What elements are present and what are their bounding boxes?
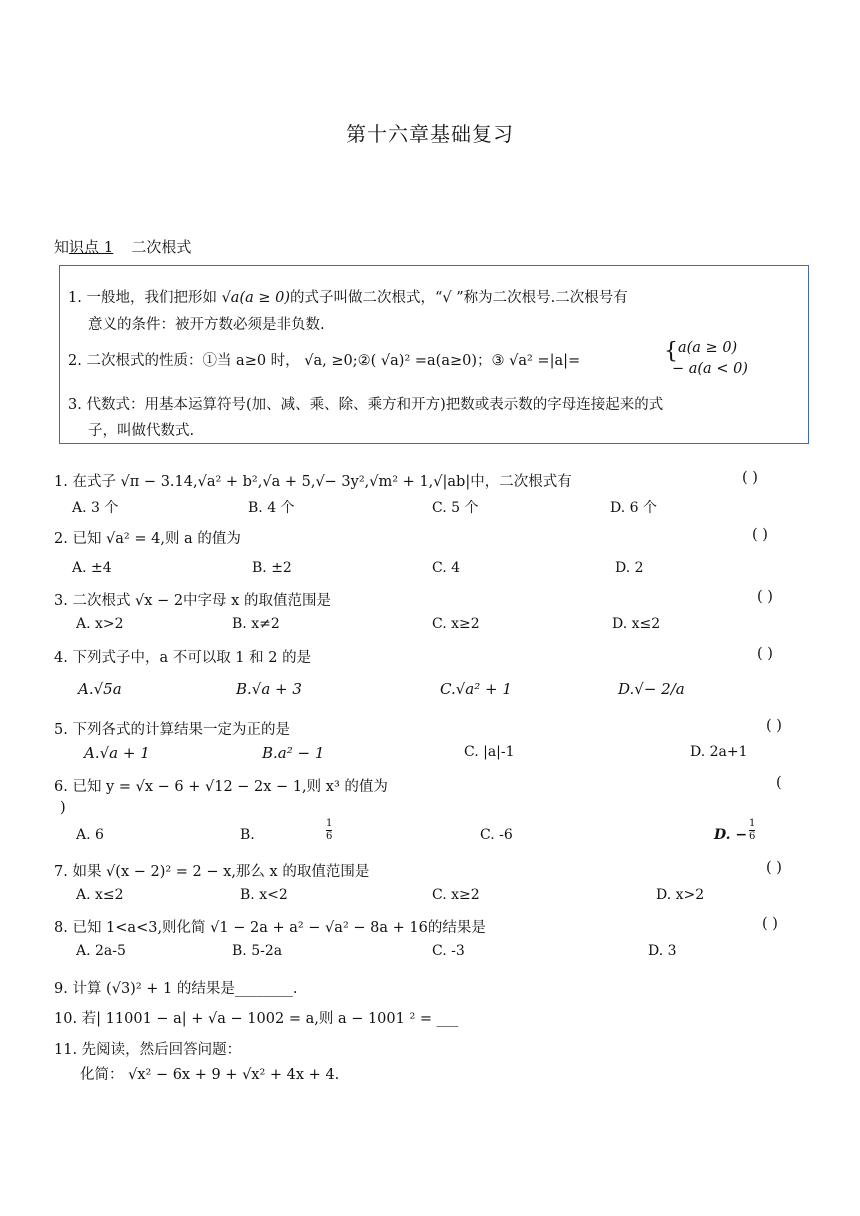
q6-option-b[interactable]: B. bbox=[240, 827, 255, 843]
box-line-2: 2. 二次根式的性质：①当 a≥0 时， √a, ≥0;②( √a)² =a(a≥0)；③ √a² =|a|= bbox=[68, 353, 581, 369]
q3-option-b[interactable]: B. x≠2 bbox=[232, 616, 280, 632]
box-line-2-top: a(a ≥ 0) bbox=[678, 340, 738, 356]
question-5-answer[interactable]: ( ) bbox=[766, 718, 782, 734]
q5-option-b[interactable]: B.a² − 1 bbox=[262, 744, 325, 762]
q1-option-d[interactable]: D. 6 个 bbox=[610, 500, 657, 516]
q6-option-d-fraction bbox=[749, 818, 755, 843]
q2-option-a[interactable]: A. ±4 bbox=[72, 560, 112, 576]
q1-option-c[interactable]: C. 5 个 bbox=[432, 500, 479, 516]
question-3-stem: 3. 二次根式 √x − 2中字母 x 的取值范围是 bbox=[54, 593, 331, 609]
question-8-stem: 8. 已知 1<a<3,则化简 √1 − 2a + a² − √a² − 8a + 16的结果是 bbox=[54, 920, 486, 936]
question-11-sub: 化简： √x² − 6x + 9 + √x² + 4x + 4. bbox=[80, 1067, 340, 1083]
box-line-3: 3. 代数式：用基本运算符号(加、减、乘、除、乘方和开方)把数或表示数的字母连接起来的式 bbox=[68, 397, 664, 413]
question-7-stem: 7. 如果 √(x − 2)² = 2 − x,那么 x 的取值范围是 bbox=[54, 864, 370, 880]
q4-option-c[interactable]: C.√a² + 1 bbox=[440, 680, 512, 698]
fraction-b-num: 1 bbox=[326, 818, 333, 829]
q2-option-d[interactable]: D. 2 bbox=[615, 560, 644, 576]
box-line-1 bbox=[68, 286, 628, 307]
q8-option-d[interactable]: D. 3 bbox=[648, 943, 677, 959]
q4-option-d[interactable]: D.√− 2/a bbox=[618, 680, 685, 698]
q2-option-c[interactable]: C. 4 bbox=[432, 560, 461, 576]
q7-option-d[interactable]: D. x>2 bbox=[656, 887, 705, 903]
q7-option-a[interactable]: A. x≤2 bbox=[76, 887, 124, 903]
kp-name: 二次根式 bbox=[131, 238, 192, 256]
q3-option-a[interactable]: A. x>2 bbox=[76, 616, 124, 632]
q8-option-a[interactable]: A. 2a-5 bbox=[76, 943, 126, 959]
q8-option-b[interactable]: B. 5-2a bbox=[232, 943, 283, 959]
question-1-stem: 1. 在式子 √π − 3.14,√a² + b²,√a + 5,√− 3y²,√m² + 1,√|ab|中，二次根式有 bbox=[54, 474, 572, 490]
question-11-stem: 11. 先阅读，然后回答问题： bbox=[54, 1042, 242, 1058]
fraction-b-den: 6 bbox=[326, 831, 333, 842]
q1-option-a[interactable]: A. 3 个 bbox=[72, 500, 119, 516]
q3-option-d[interactable]: D. x≤2 bbox=[612, 616, 661, 632]
question-9-stem: 9. 计算 (√3)² + 1 的结果是________. bbox=[54, 981, 298, 997]
fraction-d-den: 6 bbox=[749, 831, 756, 842]
q5-option-c[interactable]: C. |a|-1 bbox=[464, 744, 515, 760]
q6-option-c[interactable]: C. -6 bbox=[480, 827, 513, 843]
box-line-1-math: √a(a ≥ 0) bbox=[221, 290, 290, 306]
question-3-answer[interactable]: ( ) bbox=[757, 589, 773, 605]
q1-option-b[interactable]: B. 4 个 bbox=[248, 500, 295, 516]
brace: { bbox=[664, 339, 678, 364]
question-7-answer[interactable]: ( ) bbox=[766, 860, 782, 876]
q4-option-b[interactable]: B.√a + 3 bbox=[236, 680, 302, 698]
knowledge-point-heading bbox=[54, 236, 191, 257]
question-2-stem: 2. 已知 √a² = 4,则 a 的值为 bbox=[54, 531, 241, 547]
page-title: 第十六章基础复习 bbox=[346, 122, 514, 146]
q6-option-a[interactable]: A. 6 bbox=[76, 827, 104, 843]
kp-underlined: 识点 1 bbox=[69, 238, 114, 256]
box-line-2-bottom: − a(a < 0) bbox=[672, 361, 748, 377]
q6-option-d[interactable]: D. − bbox=[714, 827, 748, 843]
question-2-answer[interactable]: ( ) bbox=[752, 527, 768, 543]
q3-option-c[interactable]: C. x≥2 bbox=[432, 616, 480, 632]
question-10-stem: 10. 若| 11001 − a| + √a − 1002 = a,则 a − 1001 ² = ___ bbox=[54, 1011, 459, 1027]
question-5-stem: 5. 下列各式的计算结果一定为正的是 bbox=[54, 722, 290, 738]
question-6-answer-close[interactable]: ) bbox=[60, 800, 66, 816]
question-8-answer[interactable]: ( ) bbox=[762, 916, 778, 932]
box-line-1-a: 1. 一般地，我们把形如 bbox=[68, 290, 222, 306]
q7-option-c[interactable]: C. x≥2 bbox=[432, 887, 480, 903]
q6-option-b-fraction bbox=[326, 818, 332, 843]
box-line-1-b: 的式子叫做二次根式，“√ ”称为二次根号.二次根号有 bbox=[290, 290, 628, 306]
q4-option-a[interactable]: A.√5a bbox=[78, 680, 122, 698]
q7-option-b[interactable]: B. x<2 bbox=[240, 887, 288, 903]
kp-prefix: 知 bbox=[54, 238, 70, 256]
q5-option-a[interactable]: A.√a + 1 bbox=[84, 744, 150, 762]
box-line-3b: 子，叫做代数式. bbox=[88, 423, 195, 439]
question-1-answer[interactable]: ( ) bbox=[742, 470, 758, 486]
question-4-stem: 4. 下列式子中，a 不可以取 1 和 2 的是 bbox=[54, 650, 312, 666]
box-line-1c: 意义的条件：被开方数必须是非负数. bbox=[88, 317, 325, 333]
question-6-stem: 6. 已知 y = √x − 6 + √12 − 2x − 1,则 x³ 的值为 bbox=[54, 779, 388, 795]
q5-option-d[interactable]: D. 2a+1 bbox=[690, 744, 748, 760]
fraction-d-num: 1 bbox=[749, 818, 756, 829]
question-6-answer-open[interactable]: ( bbox=[776, 775, 782, 791]
q2-option-b[interactable]: B. ±2 bbox=[252, 560, 292, 576]
question-4-answer[interactable]: ( ) bbox=[757, 646, 773, 662]
q8-option-c[interactable]: C. -3 bbox=[432, 943, 465, 959]
